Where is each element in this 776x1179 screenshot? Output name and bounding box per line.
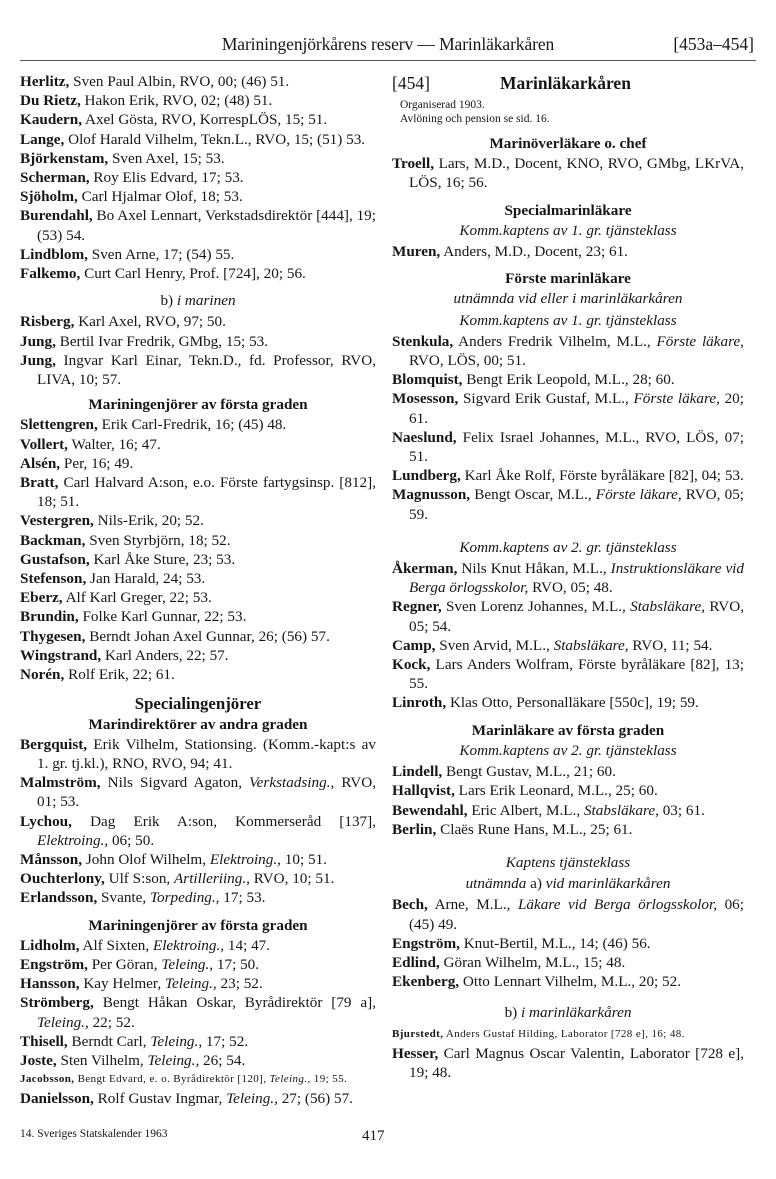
entry-details: Curt Carl Henry, Prof. [724], 20; 56. bbox=[84, 265, 306, 283]
section-header bbox=[392, 72, 744, 98]
entry-details: Sven Arvid, M.L., bbox=[439, 636, 554, 654]
entry-surname: Herlitz, bbox=[20, 73, 70, 90]
entry-surname: Thygesen, bbox=[20, 627, 86, 645]
subheading-first-rank: Komm.kaptens av 1. gr. tjänsteklass bbox=[459, 311, 677, 329]
entry-details-end: 06; 50. bbox=[108, 831, 155, 849]
page-number: 417 bbox=[362, 1128, 385, 1144]
entry-title-italic: Teleing., bbox=[164, 975, 217, 993]
entry-details-end: 14; 47. bbox=[224, 936, 271, 954]
entry-details: Folke Karl Gunnar, 22; 53. bbox=[82, 608, 247, 626]
entry-surname: Jung, bbox=[20, 332, 56, 350]
entry-surname: Slettengren, bbox=[20, 416, 98, 434]
entry-details: Sigvard Erik Gustaf, M.L., bbox=[462, 390, 634, 408]
list-item bbox=[20, 473, 376, 511]
list-item bbox=[20, 812, 376, 850]
entry-details: Karl Åke Sture, 23; 53. bbox=[93, 550, 236, 568]
list-item bbox=[20, 869, 376, 888]
list-item bbox=[392, 693, 744, 712]
list-item bbox=[20, 435, 376, 454]
subheading-special-rank: Komm.kaptens av 1. gr. tjänsteklass bbox=[459, 221, 677, 239]
heading-second-grade-directors: Marindirektörer av andra graden bbox=[88, 715, 308, 733]
list-item bbox=[20, 1089, 376, 1108]
entry-surname: Bratt, bbox=[20, 474, 59, 492]
list-item bbox=[20, 130, 376, 149]
entry-title-italic: Instruktionsläkare vid Berga örlogsskolor, bbox=[409, 560, 744, 597]
entry-title-italic: Elektroing., bbox=[37, 831, 109, 849]
heading-first-grade-special: Mariningenjörer av första graden bbox=[88, 916, 308, 934]
entry-details: Bengt Oscar, M.L., bbox=[474, 486, 596, 504]
entry-details: Karl Åke Rolf, Förste byråläkare [82], 04; 53. bbox=[464, 467, 744, 485]
list-item bbox=[392, 972, 744, 991]
entry-details: Sven Paul Albin, RVO, 00; (46) 51. bbox=[73, 73, 290, 90]
subheading-italic: i marinen bbox=[176, 292, 236, 310]
list-item bbox=[20, 351, 376, 389]
entry-details: Axel Gösta, RVO, KorrespLÖS, 15; 51. bbox=[85, 111, 328, 129]
entry-title-italic: Teleing., bbox=[37, 1013, 89, 1031]
subheading-first-appointed: utnämnda vid eller i marinläkarkåren bbox=[453, 290, 683, 308]
list-group-captain bbox=[392, 895, 744, 991]
entry-details: Karl Anders, 22; 57. bbox=[104, 646, 229, 664]
heading-chief: Marinöverläkare o. chef bbox=[489, 135, 647, 152]
entry-surname: Engström, bbox=[392, 934, 460, 952]
entry-details: Per Göran, bbox=[91, 955, 162, 973]
entry-title-italic: Förste läkare, bbox=[595, 486, 682, 504]
entry-details-end: 10; 51. bbox=[280, 850, 327, 868]
entry-details: Lars Anders Wolfram, Förste byråläkare [82], 13; 55. bbox=[409, 656, 744, 693]
entry-details: Jan Harald, 24; 53. bbox=[90, 570, 206, 588]
entry-surname: Mosesson, bbox=[392, 390, 459, 408]
entry-details-end: 03; 61. bbox=[658, 801, 705, 819]
list-item bbox=[20, 607, 376, 626]
entry-surname: Lychou, bbox=[20, 812, 72, 830]
list-item bbox=[20, 550, 376, 569]
entry-surname: Danielsson, bbox=[20, 1090, 94, 1108]
entry-details: Bengt Gustav, M.L., 21; 60. bbox=[446, 763, 616, 781]
entry-details: Erik Vilhelm, Stationsing. (Komm.-kapt:s av 1. gr. tj.kl.), RNO, RVO, 94; 41. bbox=[37, 735, 376, 772]
subheading-italic: i marinläkarkåren bbox=[521, 1004, 632, 1022]
heading-special-engineers: Specialingenjörer bbox=[134, 694, 262, 714]
entry-details: Berndt Carl, bbox=[71, 1032, 151, 1050]
list-item bbox=[20, 245, 376, 264]
entry-details: Sven Axel, 15; 53. bbox=[111, 149, 225, 167]
list-item bbox=[20, 312, 376, 331]
entry-surname: Blomquist, bbox=[392, 371, 463, 389]
entry-details: Knut-Bertil, M.L., 14; (46) 56. bbox=[463, 934, 651, 952]
list-item bbox=[20, 168, 376, 187]
list-item bbox=[20, 646, 376, 665]
entry-details-end: RVO, 05; 48. bbox=[528, 579, 613, 597]
entry-details-end: 23; 52. bbox=[216, 975, 263, 993]
entry-details: Sven Arne, 17; (54) 55. bbox=[91, 245, 235, 263]
list-item bbox=[20, 1070, 376, 1089]
right-column bbox=[392, 72, 744, 1082]
entry-surname: Naeslund, bbox=[392, 428, 457, 446]
list-item bbox=[392, 428, 744, 466]
entry-details-end: 17; 52. bbox=[202, 1032, 249, 1050]
list-item bbox=[20, 415, 376, 434]
entry-surname: Scherman, bbox=[20, 169, 90, 187]
list-item bbox=[392, 332, 744, 370]
entry-details: Otto Lennart Vilhelm, M.L., 20; 52. bbox=[462, 973, 682, 991]
entry-title-italic: Elektroing., bbox=[152, 936, 225, 954]
entry-title-italic: Stabsläkare, bbox=[553, 636, 629, 654]
list-item bbox=[392, 895, 744, 933]
entry-details: Sven Lorenz Johannes, M.L., bbox=[445, 598, 631, 616]
list-item bbox=[20, 936, 376, 955]
list-item bbox=[20, 1051, 376, 1070]
entry-details: Ulf S:son, bbox=[108, 870, 175, 888]
subheading-b-in-navy bbox=[20, 291, 376, 310]
entry-details: Göran Wilhelm, M.L., 15; 48. bbox=[443, 953, 626, 971]
heading-special-doctors: Specialmarinläkare bbox=[504, 201, 632, 219]
entry-details: Arne, M.L., bbox=[434, 896, 518, 914]
entry-details-end: 27; (56) 57. bbox=[277, 1090, 353, 1108]
entry-surname: Hesser, bbox=[392, 1044, 439, 1062]
entry-surname: Burendahl, bbox=[20, 207, 93, 225]
running-title: Mariningenjörkårens reserv — Marinläkarkåren bbox=[221, 34, 555, 54]
list-group-chief bbox=[392, 154, 744, 192]
list-item bbox=[20, 531, 376, 550]
entry-surname: Eberz, bbox=[20, 589, 63, 607]
entry-details: Nils Sigvard Agaton, bbox=[107, 774, 250, 792]
entry-surname: Bewendahl, bbox=[392, 801, 468, 819]
entry-surname: Åkerman, bbox=[392, 560, 458, 578]
list-item bbox=[392, 242, 744, 261]
entry-title-italic: Teleing., bbox=[150, 1032, 203, 1050]
subheading-second-rank: Komm.kaptens av 2. gr. tjänsteklass bbox=[459, 538, 677, 556]
entry-surname: Camp, bbox=[392, 636, 436, 654]
entry-details: Walter, 16; 47. bbox=[71, 435, 161, 453]
list-item bbox=[20, 888, 376, 907]
entry-surname: Du Rietz, bbox=[20, 92, 81, 110]
entry-details: Bengt Edvard, e. o. Byrådirektör [120], bbox=[77, 1073, 270, 1086]
entry-details: Lars Erik Leonard, M.L., 25; 60. bbox=[458, 782, 658, 800]
entry-surname: Alsén, bbox=[20, 454, 61, 472]
list-group-first-doctors bbox=[392, 332, 744, 524]
entry-surname: Ouchterlony, bbox=[20, 870, 105, 888]
entry-details: Claës Rune Hans, M.L., 25; 61. bbox=[440, 820, 633, 838]
list-item bbox=[20, 264, 376, 283]
entry-details: Nils-Erik, 20; 52. bbox=[97, 512, 204, 530]
entry-surname: Thisell, bbox=[20, 1032, 68, 1050]
entry-details-end: 26; 54. bbox=[199, 1051, 246, 1069]
list-item bbox=[20, 627, 376, 646]
entry-surname: Norén, bbox=[20, 666, 65, 684]
entry-surname: Lundberg, bbox=[392, 467, 461, 485]
list-item bbox=[392, 1044, 744, 1082]
entry-details-end: RVO, 11; 54. bbox=[628, 636, 713, 654]
entry-details-end: RVO, 05; 54. bbox=[409, 598, 744, 635]
entry-details: Lars, M.D., Docent, KNO, RVO, GMbg, LKrVA, LÖS, 16; 56. bbox=[409, 155, 744, 192]
list-item bbox=[20, 955, 376, 974]
entry-surname: Jacobsson, bbox=[20, 1073, 75, 1086]
entry-surname: Muren, bbox=[392, 243, 441, 261]
list-item bbox=[20, 206, 376, 244]
entry-surname: Regner, bbox=[392, 598, 442, 616]
entry-title-italic: Förste läkare, bbox=[633, 390, 720, 408]
entry-title-italic: Teleing., bbox=[147, 1051, 200, 1069]
entry-surname: Vollert, bbox=[20, 435, 68, 453]
entry-details: Felix Israel Johannes, M.L., RVO, LÖS, 07; 51. bbox=[409, 428, 745, 466]
entry-details: Nils Knut Håkan, M.L., bbox=[461, 560, 611, 578]
entry-details-end: RVO, 05; 59. bbox=[409, 486, 745, 523]
header-rule bbox=[20, 60, 756, 61]
entry-title-italic: Stabsläkare, bbox=[583, 801, 659, 819]
entry-surname: Sjöholm, bbox=[20, 188, 78, 206]
list-item bbox=[20, 974, 376, 993]
list-item bbox=[20, 454, 376, 473]
entry-surname: Bech, bbox=[392, 896, 428, 914]
entry-surname: Falkemo, bbox=[20, 265, 81, 283]
entry-details: Ingvar Karl Einar, Tekn.D., fd. Professor, RVO, LIVA, 10; 57. bbox=[37, 351, 376, 389]
entry-details-end: 17; 53. bbox=[219, 889, 266, 907]
list-item bbox=[392, 781, 744, 800]
list-group-reserve bbox=[20, 72, 376, 283]
entry-surname: Erlandsson, bbox=[20, 889, 98, 907]
list-item bbox=[20, 72, 376, 91]
entry-details: Per, 16; 49. bbox=[63, 454, 134, 472]
list-item bbox=[20, 850, 376, 869]
list-item bbox=[20, 511, 376, 530]
list-item bbox=[392, 597, 744, 635]
list-item bbox=[392, 485, 744, 523]
entry-details-end: RVO, 01; 53. bbox=[37, 774, 377, 811]
entry-details-end: 06; (45) 49. bbox=[409, 896, 744, 933]
entry-title-italic: Artilleriing., bbox=[174, 870, 250, 888]
subheading-prefix: b) bbox=[160, 292, 174, 310]
entry-surname: Strömberg, bbox=[20, 994, 94, 1012]
list-item bbox=[20, 332, 376, 351]
heading-first-grade: Mariningenjörer av första graden bbox=[88, 396, 308, 414]
entry-surname: Lindblom, bbox=[20, 245, 88, 263]
entry-details: Roy Elis Edvard, 17; 53. bbox=[93, 169, 244, 187]
entry-details: Anders Gustaf Hilding, Laborator [728 e], 16; 48. bbox=[445, 1027, 685, 1040]
heading-first-grade-doctors: Marinläkare av första graden bbox=[471, 721, 665, 739]
subheading-italic: vid marinläkarkåren bbox=[545, 875, 671, 893]
list-group-in-corps bbox=[392, 1025, 744, 1083]
entry-details: Dag Erik A:son, Kommerseråd [137], bbox=[90, 812, 377, 830]
list-group-second-rank bbox=[392, 559, 744, 713]
entry-title-italic: Torpeding., bbox=[149, 889, 220, 907]
entry-details: Svante, bbox=[101, 889, 150, 907]
entry-details-end: 20; 61. bbox=[409, 390, 744, 427]
entry-surname: Vestergren, bbox=[20, 512, 94, 530]
entry-surname: Joste, bbox=[20, 1051, 57, 1069]
entry-details: Eric Albert, M.L., bbox=[471, 801, 584, 819]
subheading-b-in-corps bbox=[392, 1003, 744, 1022]
entry-surname: Engström, bbox=[20, 955, 88, 973]
list-item bbox=[392, 934, 744, 953]
entry-details-end: RVO, 10; 51. bbox=[249, 870, 335, 888]
entry-surname: Brundin, bbox=[20, 608, 79, 626]
list-item bbox=[392, 655, 744, 693]
subheading-prefix: b) bbox=[504, 1004, 518, 1022]
entry-surname: Ekenberg, bbox=[392, 973, 460, 991]
entry-title-italic: Läkare vid Berga örlogsskolor, bbox=[517, 896, 718, 914]
entry-title-italic: Teleing., bbox=[226, 1090, 278, 1108]
entry-details: Anders Fredrik Vilhelm, M.L., bbox=[458, 332, 657, 350]
entry-details: Karl Axel, RVO, 97; 50. bbox=[78, 313, 226, 331]
entry-title-italic: Förste läkare, bbox=[656, 332, 744, 350]
entry-details: Bertil Ivar Fredrik, GMbg, 15; 53. bbox=[59, 332, 269, 350]
list-item bbox=[392, 559, 744, 597]
list-item bbox=[392, 370, 744, 389]
page-header bbox=[0, 32, 776, 62]
list-item bbox=[20, 110, 376, 129]
entry-surname: Jung, bbox=[20, 351, 56, 369]
entry-surname: Wingstrand, bbox=[20, 646, 102, 664]
entry-surname: Stenkula, bbox=[392, 332, 454, 350]
entry-surname: Berlin, bbox=[392, 820, 437, 838]
section-number: [454] bbox=[392, 73, 430, 93]
list-item bbox=[20, 149, 376, 168]
list-item bbox=[20, 1032, 376, 1051]
list-item bbox=[20, 588, 376, 607]
entry-surname: Månsson, bbox=[20, 850, 83, 868]
entry-details: Hakon Erik, RVO, 02; (48) 51. bbox=[84, 92, 273, 110]
entry-details: Rolf Gustav Ingmar, bbox=[97, 1090, 227, 1108]
entry-details: Alf Karl Greger, 22; 53. bbox=[65, 589, 212, 607]
list-item bbox=[20, 91, 376, 110]
entry-title-italic: Teleing., bbox=[161, 955, 214, 973]
section-title: Marinläkarkåren bbox=[500, 73, 631, 93]
list-item bbox=[20, 735, 376, 773]
entry-surname: Hallqvist, bbox=[392, 782, 455, 800]
entry-surname: Kock, bbox=[392, 656, 431, 674]
entry-details: Sven Styrbjörn, 18; 52. bbox=[89, 531, 231, 549]
entry-details: Kay Helmer, bbox=[83, 975, 165, 993]
section-note-organised: Organiserad 1903. bbox=[400, 99, 485, 111]
entry-surname: Lindell, bbox=[392, 763, 443, 781]
entry-surname: Troell, bbox=[392, 155, 435, 173]
list-item bbox=[392, 953, 744, 972]
entry-surname: Bergquist, bbox=[20, 735, 88, 753]
subheading-captain-rank: Kaptens tjänsteklass bbox=[505, 853, 631, 871]
entry-title-italic: Verkstadsing., bbox=[249, 774, 335, 792]
entry-surname: Björkenstam, bbox=[20, 149, 109, 167]
list-group-first-grade-doctors bbox=[392, 762, 744, 839]
list-item bbox=[392, 1025, 744, 1044]
section-note-pay: Avlöning och pension se sid. 16. bbox=[400, 113, 550, 125]
list-item bbox=[392, 466, 744, 485]
entry-surname: Stefenson, bbox=[20, 570, 87, 588]
entry-details: John Olof Wilhelm, bbox=[85, 850, 210, 868]
list-item bbox=[392, 389, 744, 427]
entry-surname: Risberg, bbox=[20, 313, 75, 331]
list-item bbox=[392, 154, 744, 192]
subheading-captain-appointed bbox=[392, 874, 744, 893]
entry-surname: Linroth, bbox=[392, 694, 447, 712]
list-group-navy bbox=[20, 312, 376, 389]
entry-details-end: 17; 50. bbox=[213, 955, 260, 973]
entry-details: Olof Harald Vilhelm, Tekn.L., RVO, 15; (51) 53. bbox=[68, 130, 366, 148]
entry-details: Berndt Johan Axel Gunnar, 26; (56) 57. bbox=[89, 627, 330, 645]
list-item bbox=[20, 569, 376, 588]
entry-surname: Kaudern, bbox=[20, 111, 83, 129]
entry-details-end: 22; 52. bbox=[88, 1013, 135, 1031]
list-item bbox=[392, 762, 744, 781]
list-item bbox=[20, 993, 376, 1031]
list-group-directors bbox=[20, 735, 376, 908]
list-group-first-grade-special bbox=[20, 936, 376, 1109]
entry-details: Erik Carl-Fredrik, 16; (45) 48. bbox=[101, 416, 287, 434]
list-item bbox=[392, 820, 744, 839]
subheading-prefix: a) bbox=[526, 875, 546, 893]
entry-surname: Lange, bbox=[20, 130, 65, 148]
heading-first-doctors: Förste marinläkare bbox=[505, 270, 631, 288]
entry-surname: Lidholm, bbox=[20, 936, 80, 954]
entry-details: Carl Magnus Oscar Valentin, Laborator [728 e], 19; 48. bbox=[409, 1044, 745, 1081]
entry-surname: Magnusson, bbox=[392, 486, 471, 504]
entry-title-italic: Teleing., bbox=[269, 1073, 311, 1086]
subheading-doctors-rank: Komm.kaptens av 2. gr. tjänsteklass bbox=[459, 741, 677, 759]
subheading-italic: utnämnda bbox=[465, 875, 527, 893]
entry-details: Alf Sixten, bbox=[82, 936, 153, 954]
entry-details: Rolf Erik, 22; 61. bbox=[68, 666, 175, 684]
entry-details: Anders, M.D., Docent, 23; 61. bbox=[443, 243, 628, 261]
entry-title-italic: Elektroing., bbox=[209, 850, 281, 868]
list-item bbox=[20, 773, 376, 811]
list-item bbox=[392, 801, 744, 820]
entry-details-end: 19; 55. bbox=[310, 1073, 348, 1086]
entry-details: Bengt Håkan Oskar, Byrådirektör [79 a], bbox=[102, 994, 376, 1012]
entry-surname: Bjurstedt, bbox=[392, 1027, 444, 1040]
entry-details: Sten Vilhelm, bbox=[60, 1051, 148, 1069]
page-range: [453a–454] bbox=[673, 34, 754, 54]
entry-surname: Gustafson, bbox=[20, 550, 90, 568]
footer-source: 14. Sveriges Statskalender 1963 bbox=[20, 1128, 168, 1140]
list-group-first-grade bbox=[20, 415, 376, 684]
entry-surname: Malmström, bbox=[20, 774, 101, 792]
entry-surname: Hansson, bbox=[20, 975, 80, 993]
left-column bbox=[20, 72, 376, 1109]
entry-details: Carl Halvard A:son, e.o. Förste fartygsinsp. [812], 18; 51. bbox=[37, 474, 376, 511]
entry-surname: Edlind, bbox=[392, 953, 440, 971]
entry-title-italic: Stabsläkare, bbox=[630, 598, 706, 616]
entry-details-end: RVO, LÖS, 00; 51. bbox=[409, 352, 526, 370]
list-item bbox=[20, 187, 376, 206]
list-item bbox=[392, 636, 744, 655]
list-item bbox=[20, 665, 376, 684]
list-group-special-doctors bbox=[392, 242, 744, 261]
entry-details: Klas Otto, Personalläkare [550c], 19; 59. bbox=[449, 694, 699, 712]
entry-details: Carl Hjalmar Olof, 18; 53. bbox=[81, 188, 243, 206]
entry-details: Bo Axel Lennart, Verkstadsdirektör [444], 19; (53) 54. bbox=[37, 207, 376, 244]
entry-details: Bengt Erik Leopold, M.L., 28; 60. bbox=[466, 371, 675, 389]
entry-surname: Backman, bbox=[20, 531, 86, 549]
